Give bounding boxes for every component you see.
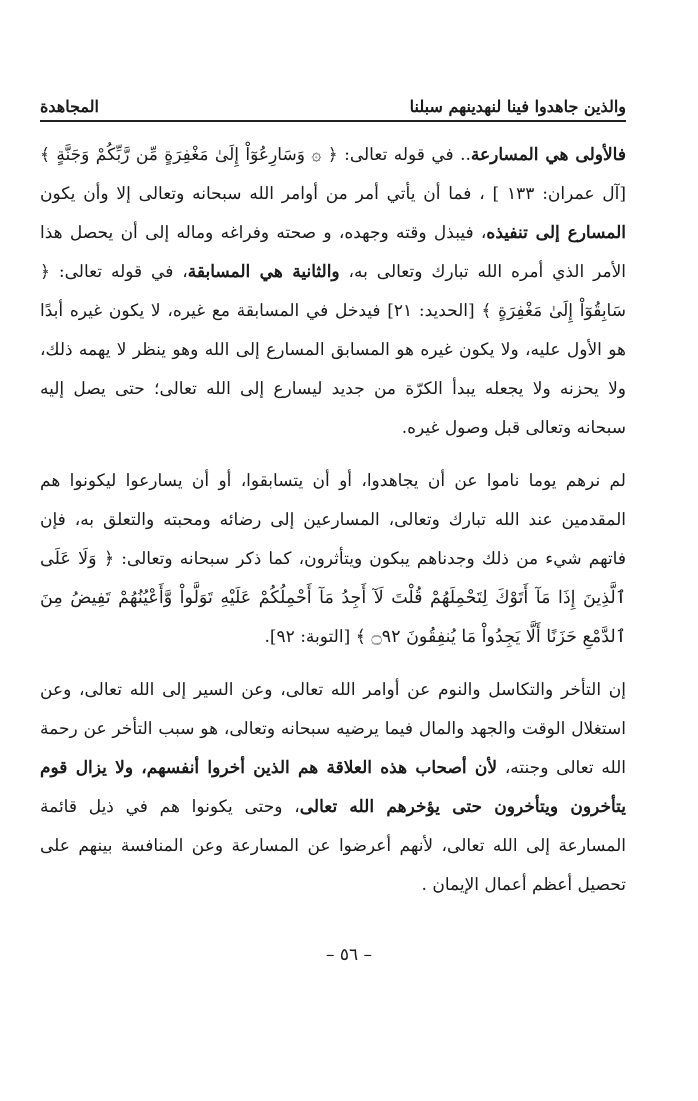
paragraph-3-text-a: إن التأخر والتكاسل والنوم عن أوامر الله تعالى، وعن السير إلى الله تعالى، وعن استغلال الوقت والجهد والمال فيما يرضيه سبحانه وتعالى، هو سبب التأخر عن رحمة الله تعالى وجنته، (40, 680, 626, 778)
paragraph-1-text-b: ، فيبذل وقته وجهده، و صحته وفراغه وماله إلى أن يحصل هذا الأمر الذي أمره الله تبارك وتعالى به، (40, 223, 627, 282)
emphasis-statement: لأن أصحاب هذه العلاقة هم الذين أخروا أنفسهم، ولا يزال قوم يتأخرون ويتأخرون حتى يؤخرهم الله تعالى (40, 758, 626, 817)
verse-reference: [التوبة: ٩٢]. (264, 627, 356, 647)
page-body (40, 136, 626, 905)
section-title: المجاهدة (40, 97, 99, 116)
paragraph-3-text-b: ، وحتى يكونوا هم في ذيل قائمة المسارعة إلى الله تعالى، لأنهم أعرضوا عن المسارعة وعن المنافسة بينهم على تحصيل أعظم أعمال الإيمان . (40, 797, 626, 895)
paragraph-2 (40, 462, 626, 657)
paragraph-1 (40, 136, 626, 448)
term-musari-ila-tanfidhih: المسارع إلى تنفيذه (486, 223, 626, 243)
header-rule (40, 120, 626, 122)
term-musaraa: فالأولى هي المسارعة (470, 145, 626, 165)
paragraph-1-text-c: ، في قوله تعالى: ﴿ سَابِقُوٓاْ إِلَىٰ مَغْفِرَةٍ ﴾ [الحديد: ٢١] فيدخل في المسابقة مع غيره، لا يكون غيره أبدًا هو الأول عليه، ولا يكون غيره هو المسابق المسارع إلى الله وهو ينظر لا يهمه ذلك، ولا يحزنه ولا يجعله يبدأ الكرّة من جديد ليسارع إلى الله تعالى؛ حتى يصل إليه سبحانه وتعالى قبل وصول غيره. (40, 262, 626, 438)
page-number: – ٥٦ – (325, 945, 373, 965)
paragraph-3 (40, 671, 626, 905)
quran-verse-tawba: ﴿ وَلَا عَلَى ٱلَّذِينَ إِذَا مَآ أَتَوْكَ لِتَحْمِلَهُمْ قُلْتَ لَآ أَجِدُ مَآ أَحْمِلُكُمْ عَلَيْهِ تَوَلَّواْ وَّأَعْيُنُهُمْ تَفِيضُ مِنَ ٱلدَّمْعِ حَزَنًا أَلَّا يَجِدُواْ مَا يُنفِقُونَ ۝٩٢ ﴾ (40, 549, 626, 647)
book-title: والذين جاهدوا فينا لنهدينهم سبلنا (409, 97, 626, 116)
term-musabaqa: والثانية هي المسابقة (187, 262, 340, 282)
paragraph-2-text-a: لم نرهم يوما ناموا عن أن يجاهدوا، أو أن يتسابقوا، أو أن يسارعوا ليكونوا هم المقدمين عند الله تبارك وتعالى، المسارعين إلى رضائه ومحبته والتعلق به، فإن فاتهم شيء من ذلك وجدناهم يبكون ويتأثرون، كما ذكر سبحانه وتعالى: (40, 471, 626, 569)
running-header (40, 88, 626, 116)
paragraph-1-text-a: .. في قوله تعالى: ﴿ ۞ وَسَارِعُوٓاْ إِلَىٰ مَغْفِرَةٍ مِّن رَّبِّكُمْ وَجَنَّةٍ ﴾ [آل عمران: ١٣٣ ] ، فما أن يأتي أمر من أوامر الله سبحانه وتعالى إلا وأن يكون (40, 145, 626, 204)
